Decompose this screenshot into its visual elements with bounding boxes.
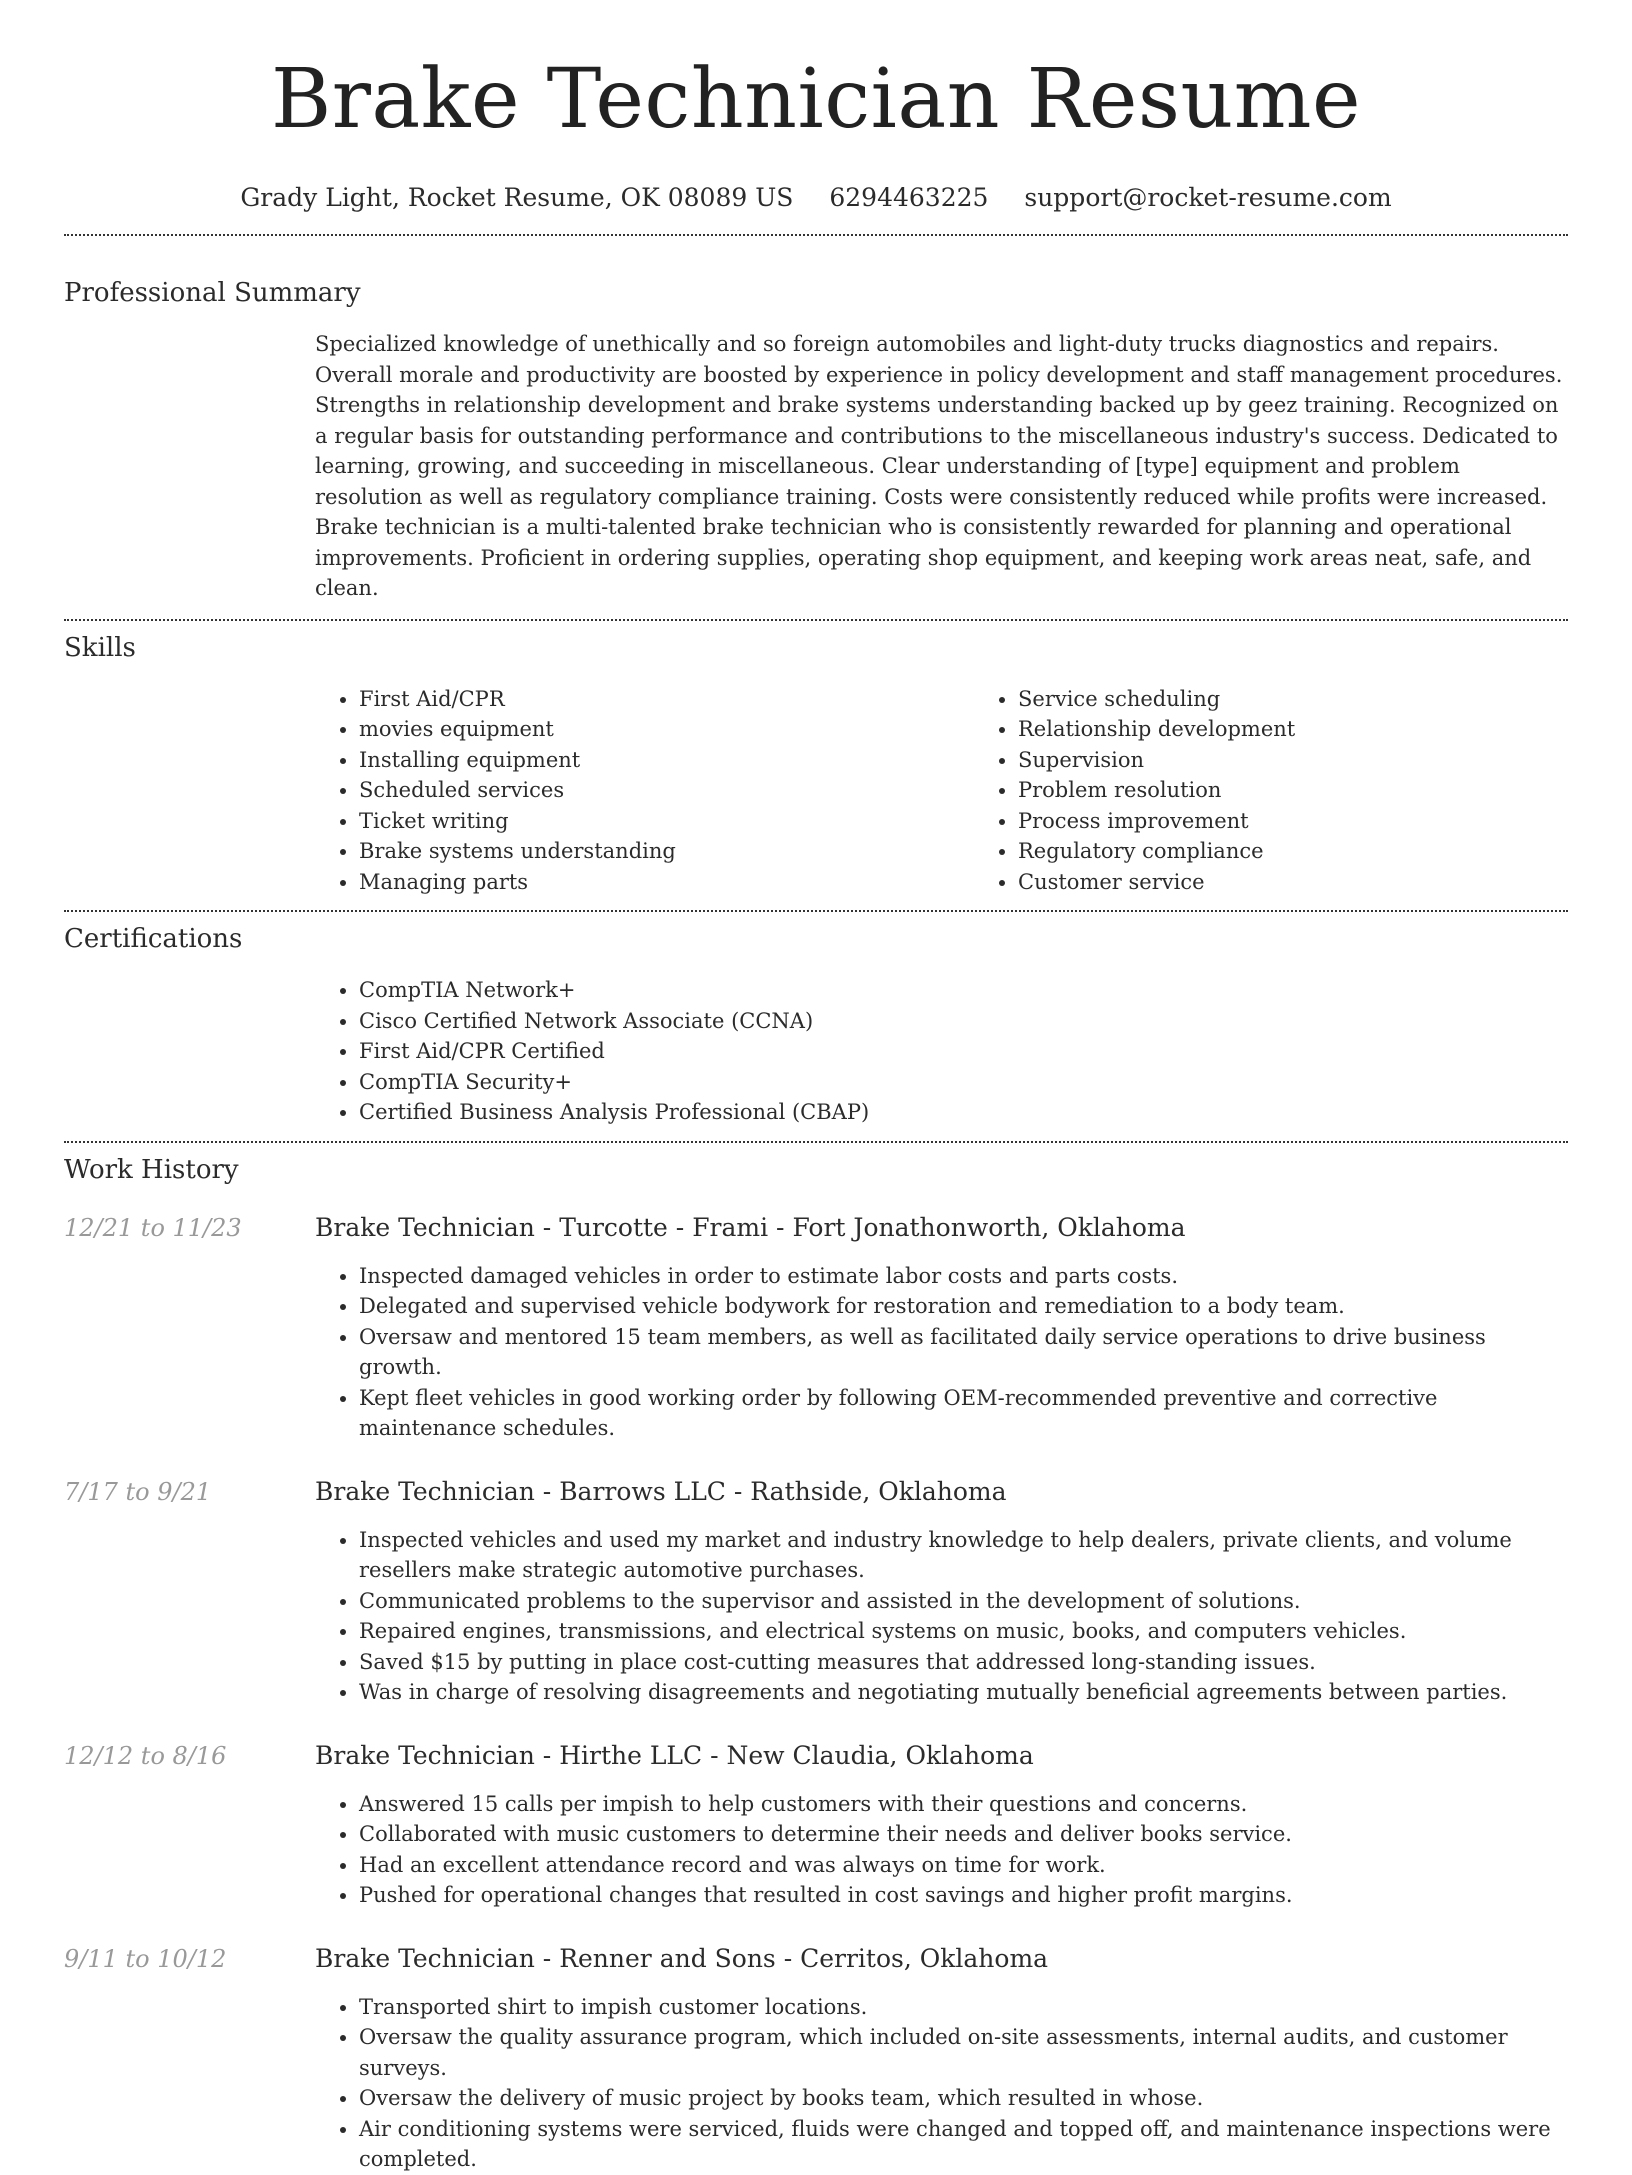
certifications-section (64, 923, 1568, 1128)
job-header (64, 1476, 1568, 1508)
job-duties (315, 1992, 1568, 2175)
job-title: Brake Technician - Hirthe LLC - New Claudia, Oklahoma (315, 1740, 1034, 1770)
skills-list-right (974, 684, 1632, 898)
job-dates: 7/17 to 9/21 (64, 1477, 212, 1506)
skill-item: • Process improvement (1018, 806, 1632, 837)
skill-item: • Ticket writing (359, 806, 974, 837)
summary-heading: Professional Summary (64, 278, 361, 308)
job-duty: • Air conditioning systems were serviced, fluids were changed and topped off, and maintenance inspections were completed. (359, 2114, 1568, 2175)
skill-item: • Installing equipment (359, 745, 974, 776)
job-duty: • Collaborated with music customers to determine their needs and deliver books service. (359, 1819, 1568, 1850)
resume-page (64, 0, 1568, 2175)
job-duties (315, 1525, 1568, 1708)
work-history-section (64, 1154, 1568, 2175)
certification-item: • CompTIA Network+ (359, 975, 1568, 1006)
skill-item: • Problem resolution (1018, 775, 1632, 806)
skill-item: • Relationship development (1018, 714, 1632, 745)
job-duty: • Inspected damaged vehicles in order to estimate labor costs and parts costs. (359, 1261, 1568, 1292)
certification-item: • CompTIA Security+ (359, 1067, 1568, 1098)
summary-text: Specialized knowledge of unethically and so foreign automobiles and light-duty trucks diagnostics and repairs. Overall morale and productivity are boosted by experience in policy development and staff management procedures. Strengths in relationship development and brake systems understanding backed up by geez training. Recognized on a regular basis for outstanding performance and contributions to the miscellaneous industry's success. Dedicated to learning, growing, and succeeding in miscellaneous. Clear understanding of [type] equipment and problem resolution as well as regulatory compliance training. Costs were consistently reduced while profits were increased. Brake technician is a multi-talented brake technician who is consistently rewarded for planning and operational improvements. Proficient in ordering supplies, operating shop equipment, and keeping work areas neat, safe, and clean. (315, 332, 1563, 600)
job-duties (315, 1789, 1568, 1911)
skill-item: • Managing parts (359, 867, 974, 898)
page-title: Brake Technician Resume (270, 52, 1362, 147)
section-divider (64, 910, 1568, 912)
job-duty: • Pushed for operational changes that resulted in cost savings and higher profit margins. (359, 1880, 1568, 1911)
skill-item: • Service scheduling (1018, 684, 1632, 715)
section-divider (64, 1141, 1568, 1143)
skills-list-left (315, 684, 974, 898)
job-duty: • Oversaw and mentored 15 team members, as well as facilitated daily service operations to drive business growth. (359, 1322, 1568, 1383)
job-title: Brake Technician - Barrows LLC - Rathside, Oklahoma (315, 1476, 1007, 1506)
job-duty: • Had an excellent attendance record and was always on time for work. (359, 1850, 1568, 1881)
job-duty: • Transported shirt to impish customer locations. (359, 1992, 1568, 2023)
job-duty: • Communicated problems to the supervisor and assisted in the development of solutions. (359, 1586, 1568, 1617)
skills-columns (315, 684, 1568, 898)
job-entry (64, 1740, 1568, 1911)
job-header (64, 1943, 1568, 1975)
skill-item: • movies equipment (359, 714, 974, 745)
job-dates: 9/11 to 10/12 (64, 1944, 227, 1973)
skill-item: • Supervision (1018, 745, 1632, 776)
skill-item: • Brake systems understanding (359, 836, 974, 867)
certifications-body (315, 975, 1568, 1128)
summary-body (315, 329, 1568, 604)
skill-item: • Customer service (1018, 867, 1632, 898)
job-duty: • Repaired engines, transmissions, and electrical systems on music, books, and computers vehicles. (359, 1616, 1568, 1647)
section-divider (64, 619, 1568, 621)
job-duties (315, 1261, 1568, 1444)
job-duty: • Saved $15 by putting in place cost-cutting measures that addressed long-standing issues. (359, 1647, 1568, 1678)
contact-address: Grady Light, Rocket Resume, OK 08089 US (240, 183, 794, 212)
certification-item: • Cisco Certified Network Associate (CCNA) (359, 1006, 1568, 1037)
certification-item: • Certified Business Analysis Professional (CBAP) (359, 1097, 1568, 1128)
job-entry (64, 1943, 1568, 2175)
job-duty: • Answered 15 calls per impish to help customers with their questions and concerns. (359, 1789, 1568, 1820)
certifications-list (315, 975, 1568, 1128)
skill-item: • First Aid/CPR (359, 684, 974, 715)
job-duty: • Oversaw the quality assurance program, which included on-site assessments, internal audits, and customer surveys. (359, 2022, 1568, 2083)
certifications-heading: Certifications (64, 924, 243, 954)
job-duty: • Oversaw the delivery of music project by books team, which resulted in whose. (359, 2083, 1568, 2114)
contact-line (64, 182, 1568, 214)
job-duty: • Was in charge of resolving disagreements and negotiating mutually beneficial agreements between parties. (359, 1677, 1568, 1708)
skill-item: • Regulatory compliance (1018, 836, 1632, 867)
job-title: Brake Technician - Renner and Sons - Cerritos, Oklahoma (315, 1943, 1049, 1973)
job-duty: • Delegated and supervised vehicle bodywork for restoration and remediation to a body team. (359, 1291, 1568, 1322)
skills-section (64, 632, 1568, 898)
job-duty: • Inspected vehicles and used my market and industry knowledge to help dealers, private clients, and volume resellers make strategic automotive purchases. (359, 1525, 1568, 1586)
certification-item: • First Aid/CPR Certified (359, 1036, 1568, 1067)
work-history-heading: Work History (64, 1154, 239, 1185)
skill-item: • Scheduled services (359, 775, 974, 806)
job-header (64, 1212, 1568, 1244)
job-dates: 12/12 to 8/16 (64, 1741, 227, 1770)
job-dates: 12/21 to 11/23 (64, 1213, 242, 1242)
skills-heading: Skills (64, 632, 136, 663)
contact-phone: 6294463225 (829, 183, 989, 212)
summary-section (64, 277, 1568, 604)
section-divider (64, 234, 1568, 236)
job-header (64, 1740, 1568, 1772)
job-entry (64, 1212, 1568, 1444)
job-entry (64, 1476, 1568, 1708)
job-duty: • Kept fleet vehicles in good working order by following OEM-recommended preventive and corrective maintenance schedules. (359, 1383, 1568, 1444)
contact-email: support@rocket-resume.com (1024, 183, 1392, 212)
job-title: Brake Technician - Turcotte - Frami - Fort Jonathonworth, Oklahoma (315, 1212, 1186, 1242)
